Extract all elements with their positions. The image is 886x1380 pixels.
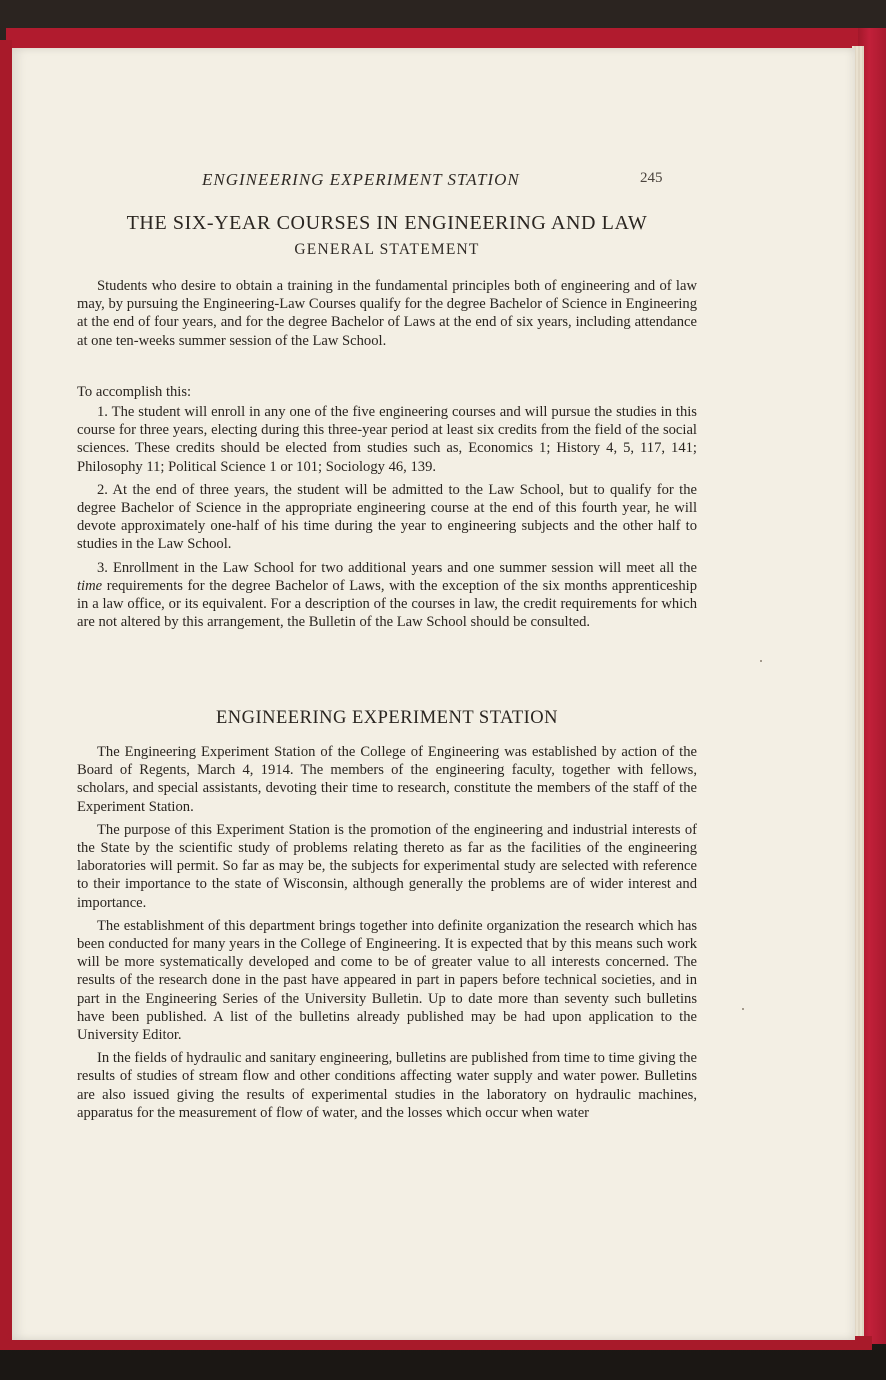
running-head xyxy=(12,170,855,194)
list-item-3 xyxy=(77,559,697,632)
book-cover-left xyxy=(0,40,12,1350)
main-heading: THE SIX-YEAR COURSES IN ENGINEERING AND LAW xyxy=(126,212,648,234)
station-paragraph-2: The purpose of this Experiment Station is the promotion of the engineering and industrial interests of the State by the scientific study of problems relating thereto as far as the facilities of the engineering laboratories will permit. So far as may be, the subjects for experimental study are selected with reference to their importance to the state of Wisconsin, although generally the problems are of wider interest and importance. xyxy=(77,821,697,911)
list-item-3-start: 3. Enrollment in the Law School for two additional years and one summer session will meet all the xyxy=(97,559,697,576)
book-page xyxy=(12,48,855,1340)
page-speck xyxy=(760,660,762,662)
general-statement-heading: GENERAL STATEMENT xyxy=(294,241,480,258)
list-item-1: 1. The student will enroll in any one of the five engineering courses and will pursue the studies in this course for three years, electing during this three-year period at least six credits from the field of the social sciences. These credits should be elected from studies such as, Economics 1; History 4, 5, 117, 141; Philosophy 11; Political Science 1 or 101; Sociology 46, 139. xyxy=(77,404,697,475)
intro-paragraph: Students who desire to obtain a training in the fundamental principles both of engineering and of law may, by pursuing the Engineering-Law Courses qualify for the degree Bachelor of Science in Engineering at the end of four years, and for the degree Bachelor of Laws at the end of six years, including attendance at one ten-weeks summer session of the Law School. xyxy=(77,278,697,349)
running-head-title: ENGINEERING EXPERIMENT STATION xyxy=(202,170,520,189)
numbered-list xyxy=(77,403,697,636)
lead-block xyxy=(77,383,697,401)
intro-block xyxy=(77,277,697,350)
page-speck xyxy=(742,1008,744,1010)
list-item-2: 2. At the end of three years, the student will be admitted to the Law School, but to qualify for the degree Bachelor of Science in the appropriate engineering course at the end of this fourth year, he will devote approximately one-half of his time during the year to engineering subjects and the other half to studies in the Law School. xyxy=(77,481,697,553)
station-paragraph-3: The establishment of this department brings together into definite organization the research which has been conducted for many years in the College of Engineering. It is expected that by this means such work will be more systematically developed and come to be of greater value to all interests concerned. The results of the research done in the past have appeared in part in papers before technical societies, and in part in the Engineering Series of the University Bulletin. Up to date more than seventy such bulletins have been published. A list of the bulletins already published may be had upon application to the University Editor. xyxy=(77,917,697,1044)
list-item-3-end: requirements for the degree Bachelor of Laws, with the exception of the six months apprenticeship in a law office, or its equivalent. For a description of the courses in law, the credit requirements for which are not altered by this arrangement, the Bulletin of the Law School should be consulted. xyxy=(77,577,697,631)
experiment-station-heading: ENGINEERING EXPERIMENT STATION xyxy=(215,708,559,728)
station-paragraph-1: The Engineering Experiment Station of the College of Engineering was established by action of the Board of Regents, March 4, 1914. The members of the engineering faculty, together with fellows, scholars, and special assistants, devoting their time to research, constitute the members of the staff of the Experiment Station. xyxy=(77,744,697,815)
experiment-station-body xyxy=(77,743,697,1127)
lead-line: To accomplish this: xyxy=(77,384,192,400)
list-item-3-emphasis: time xyxy=(77,577,103,594)
page-number: 245 xyxy=(640,170,663,186)
station-paragraph-4: In the fields of hydraulic and sanitary engineering, bulletins are published from time to time giving the results of studies of stream flow and other conditions affecting water supply and water power. Bulletins are also issued giving the results of experimental studies in the laboratory on hydraulic machines, apparatus for the measurement of flow of water, and the losses which occur when water xyxy=(77,1050,697,1121)
